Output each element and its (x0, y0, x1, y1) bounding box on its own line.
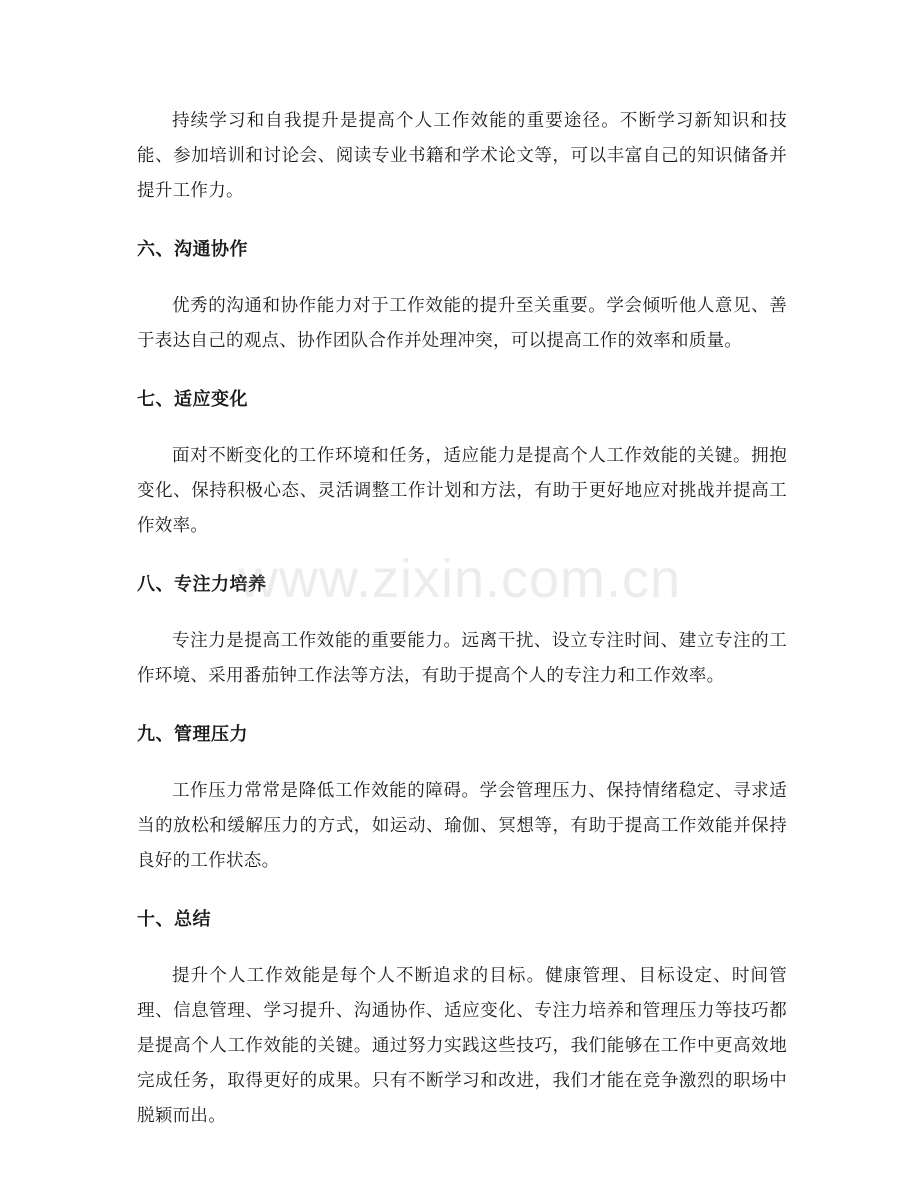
section-heading-focus: 八、专注力培养 (137, 574, 267, 595)
paragraph-focus: 专注力是提高工作效能的重要能力。远离干扰、设立专注时间、建立专注的工作环境、采用番茄钟工作法等方法，有助于提高个人的专注力和工作效率。 (137, 631, 787, 686)
section-heading-stress: 九、管理压力 (137, 724, 248, 745)
document-body (137, 104, 787, 1134)
section-heading-communication: 六、沟通协作 (137, 239, 248, 260)
watermark: www.zixin.com.cn (238, 549, 682, 609)
paragraph-adapt-change: 面对不断变化的工作环境和任务，适应能力是提高个人工作效能的关键。拥抱变化、保持积极心态、灵活调整工作计划和方法，有助于更好地应对挑战并提高工作效率。 (137, 446, 787, 536)
paragraph-summary: 提升个人工作效能是每个人不断追求的目标。健康管理、目标设定、时间管理、信息管理、学习提升、沟通协作、适应变化、专注力培养和管理压力等技巧都是提高个人工作效能的关键。通过努力实践这些技巧，我们能够在工作中更高效地完成任务，取得更好的成果。只有不断学习和改进，我们才能在竞争激烈的职场中脱颖而出。 (137, 966, 787, 1126)
paragraph-continuous-learning: 持续学习和自我提升是提高个人工作效能的重要途径。不断学习新知识和技能、参加培训和讨论会、阅读专业书籍和学术论文等，可以丰富自己的知识储备并提升工作力。 (137, 111, 787, 201)
section-heading-summary: 十、总结 (137, 909, 211, 930)
paragraph-stress: 工作压力常常是降低工作效能的障碍。学会管理压力、保持情绪稳定、寻求适当的放松和缓解压力的方式，如运动、瑜伽、冥想等，有助于提高工作效能并保持良好的工作状态。 (137, 781, 787, 871)
section-heading-adapt-change: 七、适应变化 (137, 389, 248, 410)
paragraph-communication: 优秀的沟通和协作能力对于工作效能的提升至关重要。学会倾听他人意见、善于表达自己的观点、协作团队合作并处理冲突，可以提高工作的效率和质量。 (137, 296, 787, 351)
